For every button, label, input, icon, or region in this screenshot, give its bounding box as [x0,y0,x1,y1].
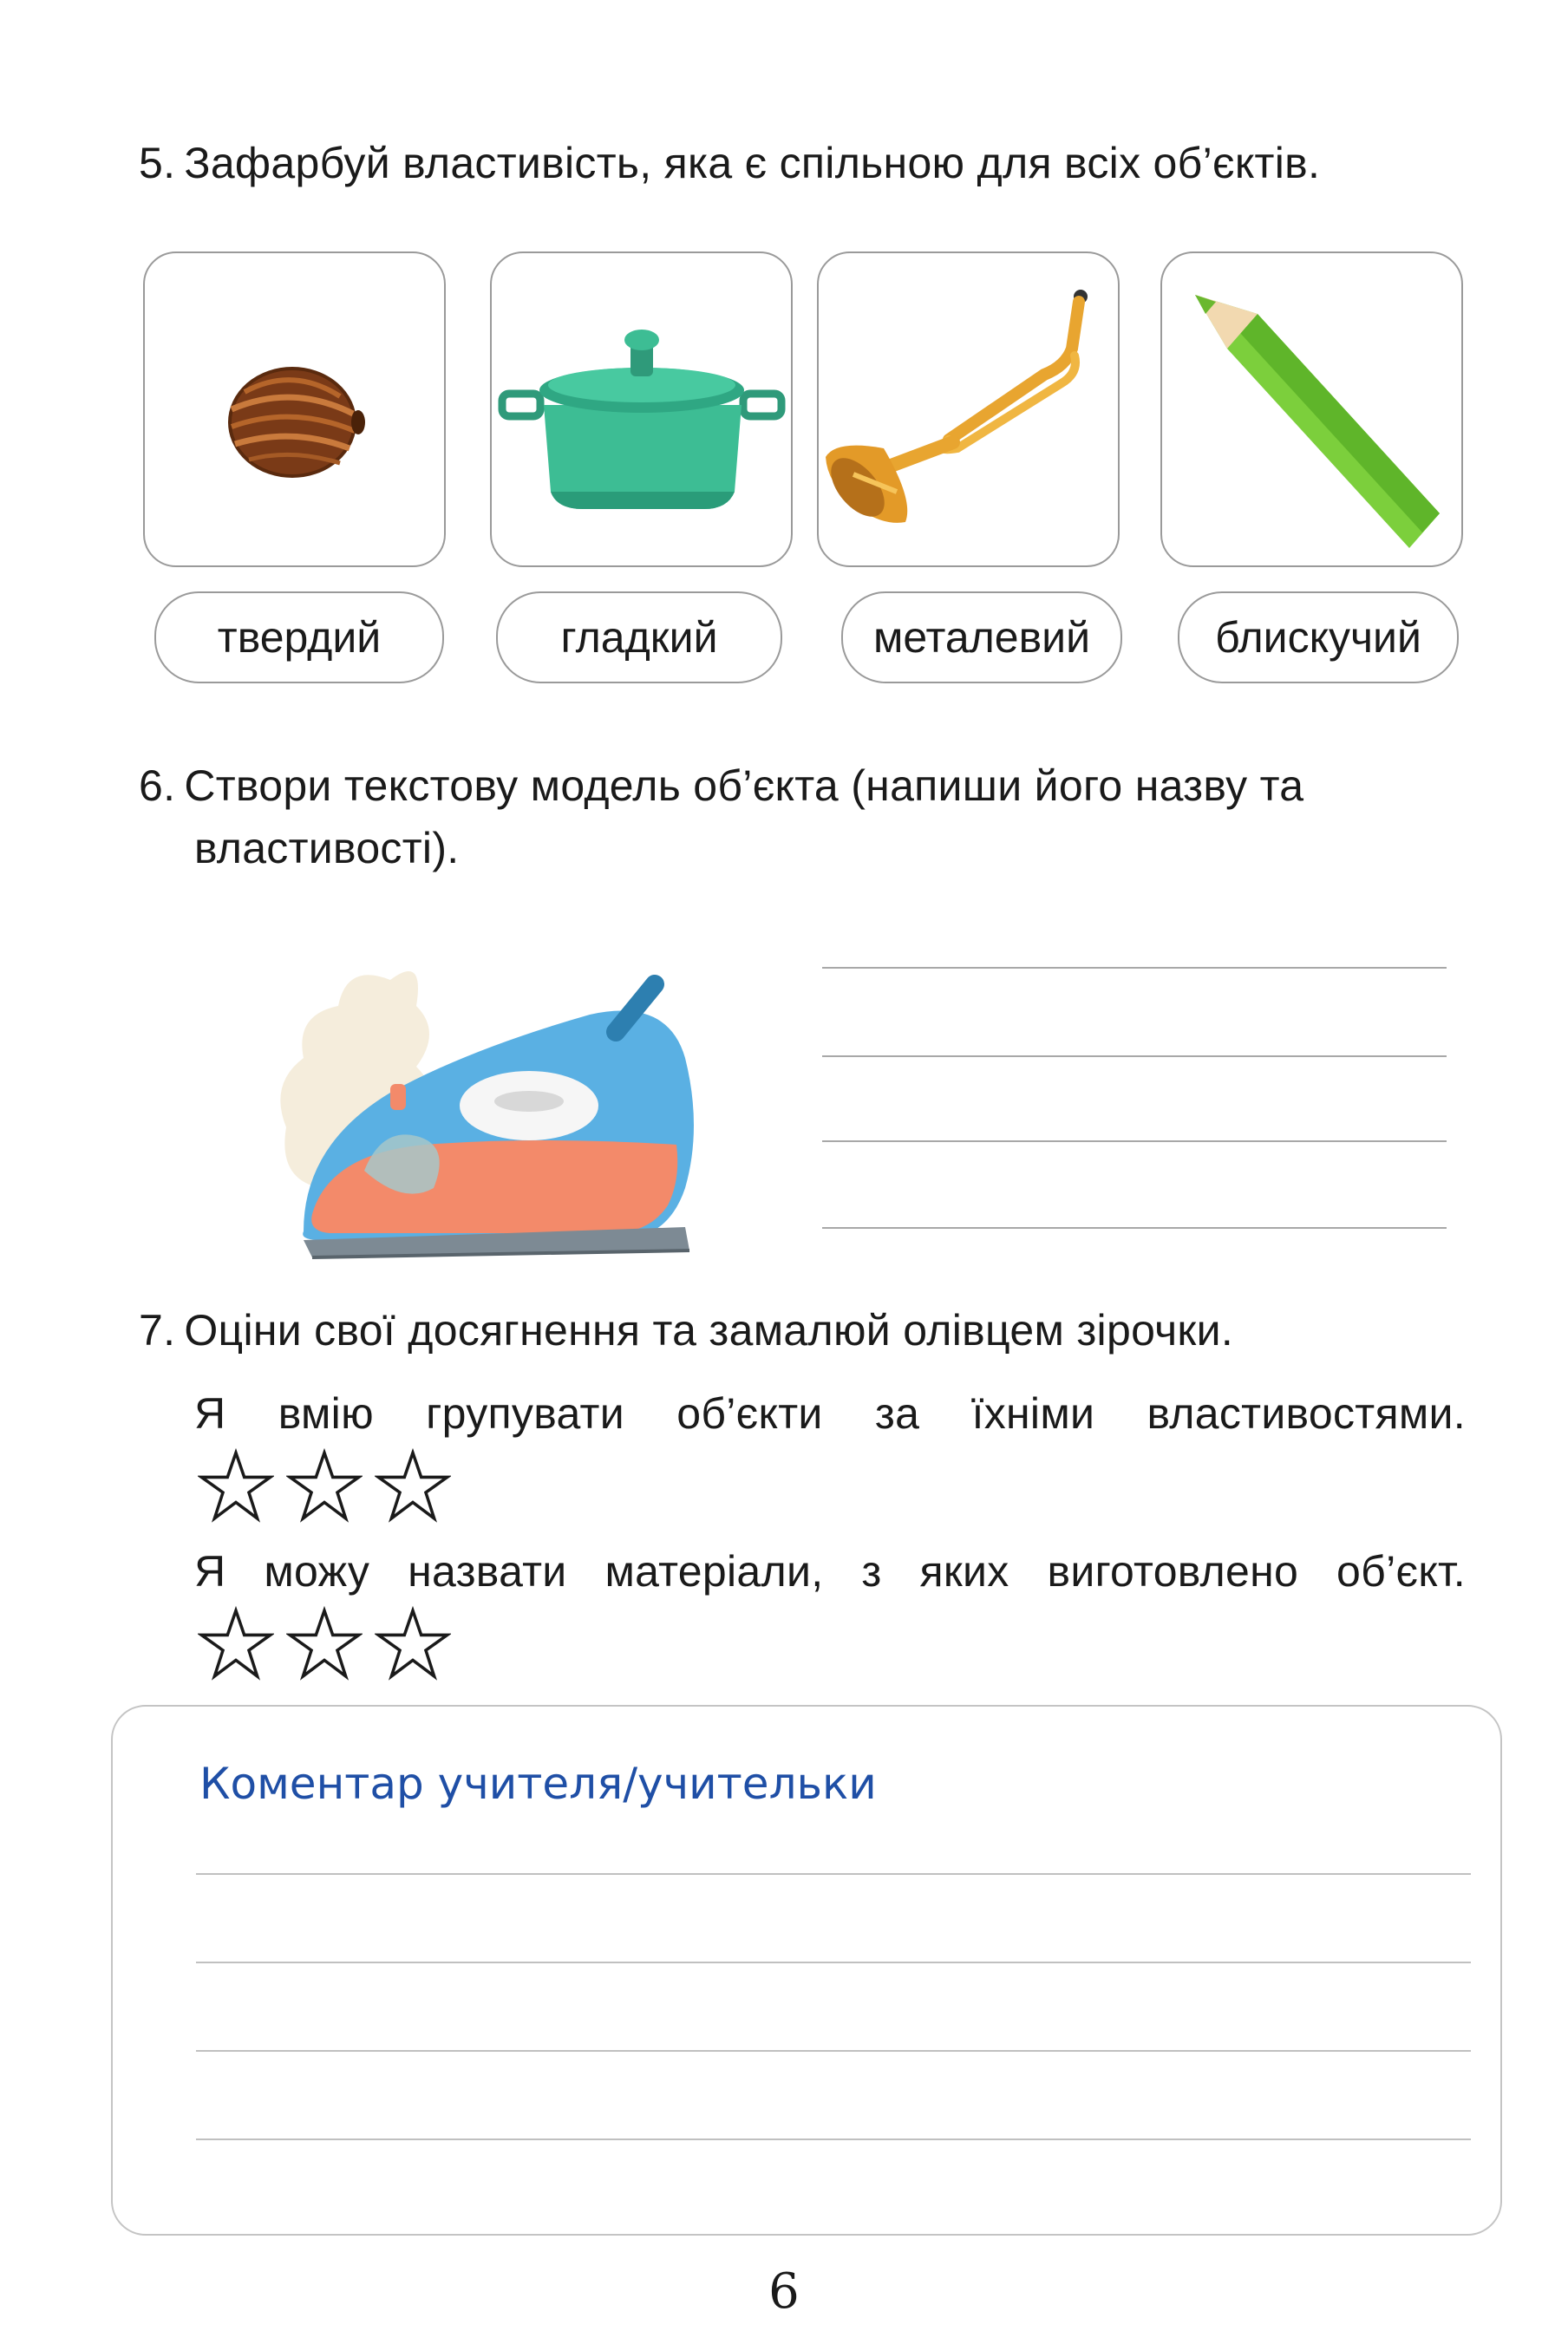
star-outline-icon[interactable] [286,1448,363,1525]
word: за [874,1389,920,1438]
rating-stars-1 [198,1448,451,1525]
walnut-icon [145,253,444,565]
comment-line[interactable] [196,2050,1471,2052]
word: з [861,1547,882,1596]
comment-line[interactable] [196,1873,1471,1875]
property-label: металевий [872,613,1091,662]
task-text: Оціни свої досягнення та замалюй олівцем зірочки. [184,1306,1234,1355]
star-outline-icon[interactable] [375,1448,451,1525]
writing-line[interactable] [822,1227,1447,1229]
task-number: 7. [139,1306,176,1355]
pot-icon [492,253,791,565]
rating-stars-2 [198,1606,451,1682]
word: групувати [426,1389,624,1438]
task-text: Зафарбуй властивість, яка є спільною для всіх об’єктів. [184,139,1321,187]
property-option-metal[interactable] [841,591,1122,683]
word: об’єкт. [1336,1547,1466,1596]
self-assessment-statement-2 [194,1540,1466,1603]
task-6-line-1 [139,754,1457,817]
trumpet-icon [819,253,1118,565]
task-number: 6. [139,761,176,810]
task-text-line-2: властивості). [194,824,460,872]
writing-line[interactable] [822,1140,1447,1142]
teacher-comment-box [111,1705,1502,2236]
object-card-walnut [143,251,446,567]
self-assessment-statement-1 [194,1382,1466,1445]
star-outline-icon[interactable] [198,1448,274,1525]
star-outline-icon[interactable] [286,1606,363,1682]
comment-line[interactable] [196,2138,1471,2140]
object-card-pencil [1160,251,1463,567]
property-option-smooth[interactable] [496,591,782,683]
pencil-icon [1162,253,1461,565]
iron-icon [252,928,737,1275]
property-label: блискучий [1215,613,1421,662]
word: Я [194,1389,226,1438]
word: Я [194,1547,226,1596]
writing-line[interactable] [822,967,1447,969]
word: вмію [278,1389,374,1438]
word: виготовлено [1047,1547,1299,1596]
comment-line[interactable] [196,1962,1471,1963]
object-card-trumpet [817,251,1120,567]
word: їхніми [971,1389,1095,1438]
star-outline-icon[interactable] [198,1606,274,1682]
page-number: 6 [768,2263,800,2320]
word: яких [919,1547,1009,1596]
word: можу [264,1547,370,1596]
property-label: гладкий [560,613,718,662]
property-option-hard[interactable] [154,591,444,683]
star-outline-icon[interactable] [375,1606,451,1682]
task-number: 5. [139,139,176,187]
task-6-heading [139,754,1457,879]
writing-line[interactable] [822,1055,1447,1057]
teacher-comment-title: Коментар учителя/учительки [199,1759,877,1809]
word: об’єкти [676,1389,823,1438]
property-label: твердий [217,613,382,662]
task-text-line-1: Створи текстову модель об’єкта (напиши його назву та [184,761,1304,810]
object-card-pot [490,251,793,567]
word: назвати [408,1547,567,1596]
task-5-heading [139,132,1320,194]
word: матеріали, [604,1547,824,1596]
word: властивостями. [1147,1389,1466,1438]
property-option-shiny[interactable] [1178,591,1459,683]
task-7-heading [139,1299,1233,1361]
